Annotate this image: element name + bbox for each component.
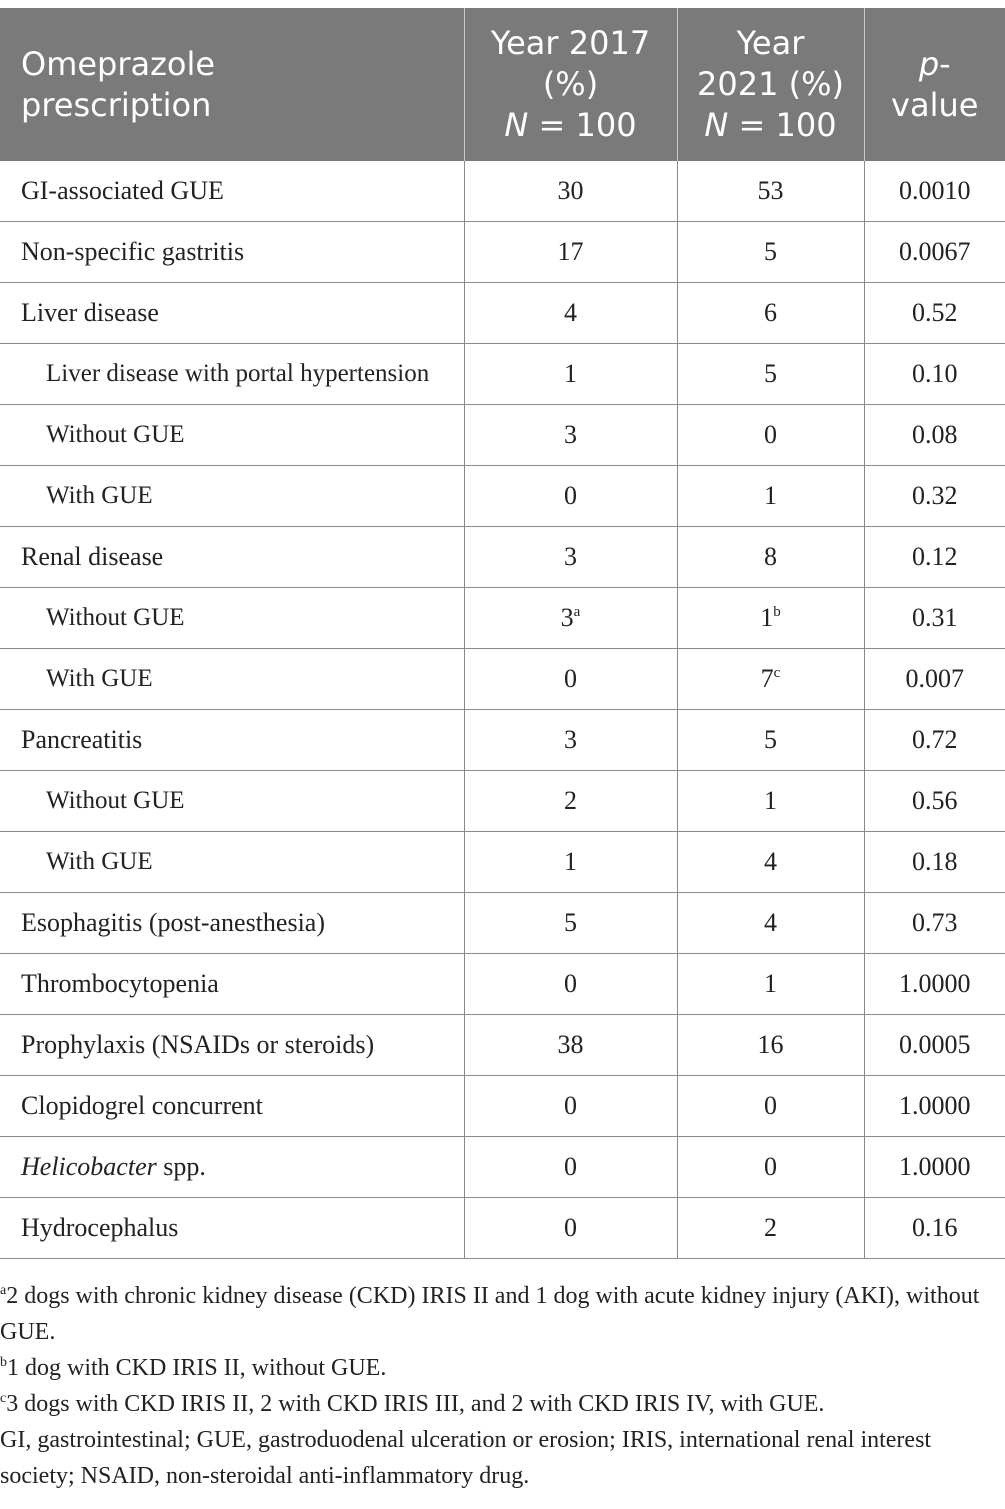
cell-2021: 6 <box>677 283 864 344</box>
table-row <box>0 1015 1005 1076</box>
cell-2017: 2 <box>464 771 677 832</box>
cell-2021 <box>677 588 864 649</box>
cell-2021: 2 <box>677 1198 864 1259</box>
header-year-2017 <box>464 8 677 161</box>
table-row <box>0 954 1005 1015</box>
cell-p-value: 0.16 <box>864 1198 1005 1259</box>
cell-2021: 5 <box>677 710 864 771</box>
header-row <box>0 8 1005 161</box>
cell-p-value: 0.12 <box>864 527 1005 588</box>
header-2021-n-value: = 100 <box>738 106 837 144</box>
header-2021-n <box>686 105 856 146</box>
row-label: Hydrocephalus <box>0 1198 464 1259</box>
table-row <box>0 771 1005 832</box>
footnote-b <box>0 1350 1000 1386</box>
footnote-b-text: 1 dog with CKD IRIS II, without GUE. <box>7 1355 387 1381</box>
header-2017-n-value: = 100 <box>538 106 637 144</box>
table-row <box>0 405 1005 466</box>
cell-2021: 1 <box>677 466 864 527</box>
table-row <box>0 893 1005 954</box>
footnote-a-text: 2 dogs with chronic kidney disease (CKD) IRIS II and 1 dog with acute kidney injury (AKI), without GUE. <box>0 1283 980 1345</box>
table-row <box>0 649 1005 710</box>
cell-p-value: 0.56 <box>864 771 1005 832</box>
cell-p-value: 0.32 <box>864 466 1005 527</box>
row-label <box>0 1137 464 1198</box>
cell-2017: 5 <box>464 893 677 954</box>
header-p-line2: value <box>891 85 979 124</box>
cell-2021: 1 <box>677 954 864 1015</box>
row-label: Non-specific gastritis <box>0 222 464 283</box>
footnote-a <box>0 1278 1000 1350</box>
header-2017-n <box>473 105 669 146</box>
cell-2017: 3 <box>464 405 677 466</box>
cell-2017: 0 <box>464 649 677 710</box>
header-year-2021 <box>677 8 864 161</box>
footnote-c-mark: c <box>0 1391 7 1406</box>
header-p-line1 <box>873 44 998 85</box>
row-label: GI-associated GUE <box>0 161 464 222</box>
header-prescription-line1: Omeprazole <box>21 44 216 83</box>
header-2017-n-label: N <box>504 106 529 144</box>
cell-2017: 1 <box>464 344 677 405</box>
cell-2021: 5 <box>677 222 864 283</box>
cell-2017: 3 <box>464 710 677 771</box>
row-label: Thrombocytopenia <box>0 954 464 1015</box>
cell-2021: 8 <box>677 527 864 588</box>
row-label: Pancreatitis <box>0 710 464 771</box>
table-row <box>0 222 1005 283</box>
row-label: Without GUE <box>0 405 464 466</box>
row-label: Esophagitis (post-anesthesia) <box>0 893 464 954</box>
footnote-c <box>0 1386 1000 1422</box>
cell-p-value: 0.08 <box>864 405 1005 466</box>
cell-2021: 0 <box>677 1137 864 1198</box>
footnote-abbreviations: GI, gastrointestinal; GUE, gastroduodenal ulceration or erosion; IRIS, international renal interest society; NSAID, non-steroidal anti-inflammatory drug. <box>0 1427 932 1489</box>
cell-p-value: 0.18 <box>864 832 1005 893</box>
table-row <box>0 344 1005 405</box>
table-row <box>0 161 1005 222</box>
cell-2021-value: 7 <box>760 664 774 693</box>
cell-2021 <box>677 649 864 710</box>
cell-2017: 4 <box>464 283 677 344</box>
cell-2021: 4 <box>677 893 864 954</box>
cell-p-value: 0.0005 <box>864 1015 1005 1076</box>
cell-2017: 3 <box>464 527 677 588</box>
table-row <box>0 1137 1005 1198</box>
header-p-italic: p <box>918 44 940 83</box>
header-prescription-line2: prescription <box>21 85 212 124</box>
table-row <box>0 588 1005 649</box>
table-row <box>0 466 1005 527</box>
footnote-mark-a: a <box>573 604 581 620</box>
row-label-italic: Helicobacter <box>21 1152 157 1181</box>
table-footnotes <box>0 1278 1000 1494</box>
footnote-mark-b: b <box>773 604 781 620</box>
footnote-a-mark: a <box>0 1283 7 1298</box>
cell-2017: 1 <box>464 832 677 893</box>
header-p-dash: - <box>939 44 951 83</box>
header-2017-line1: Year 2017 <box>490 24 651 62</box>
row-label: With GUE <box>0 466 464 527</box>
table-row <box>0 1076 1005 1137</box>
cell-2017: 17 <box>464 222 677 283</box>
cell-2017: 0 <box>464 1198 677 1259</box>
cell-p-value: 0.007 <box>864 649 1005 710</box>
cell-p-value: 0.52 <box>864 283 1005 344</box>
header-prescription <box>0 8 464 161</box>
row-label: With GUE <box>0 649 464 710</box>
cell-2017-value: 3 <box>560 603 574 632</box>
cell-2017: 38 <box>464 1015 677 1076</box>
cell-p-value: 0.10 <box>864 344 1005 405</box>
cell-2021: 16 <box>677 1015 864 1076</box>
header-p-value <box>864 8 1005 161</box>
cell-p-value: 1.0000 <box>864 1076 1005 1137</box>
cell-p-value: 1.0000 <box>864 954 1005 1015</box>
cell-p-value: 0.0010 <box>864 161 1005 222</box>
cell-p-value: 0.31 <box>864 588 1005 649</box>
row-label: Renal disease <box>0 527 464 588</box>
header-2017-line2: (%) <box>542 65 599 103</box>
footnote-c-text: 3 dogs with CKD IRIS II, 2 with CKD IRIS III, and 2 with CKD IRIS IV, with GUE. <box>6 1391 825 1417</box>
cell-2021: 1 <box>677 771 864 832</box>
cell-2021: 0 <box>677 405 864 466</box>
cell-2021: 4 <box>677 832 864 893</box>
row-label: Liver disease with portal hypertension <box>0 344 464 405</box>
omeprazole-table <box>0 8 1005 1259</box>
cell-2017 <box>464 588 677 649</box>
table-row <box>0 710 1005 771</box>
cell-2021: 0 <box>677 1076 864 1137</box>
cell-2017: 30 <box>464 161 677 222</box>
row-label: With GUE <box>0 832 464 893</box>
cell-2017: 0 <box>464 954 677 1015</box>
row-label: Liver disease <box>0 283 464 344</box>
cell-p-value: 0.72 <box>864 710 1005 771</box>
cell-2017: 0 <box>464 1137 677 1198</box>
table-row <box>0 527 1005 588</box>
cell-2017: 0 <box>464 1076 677 1137</box>
cell-p-value: 0.73 <box>864 893 1005 954</box>
row-label-rest: spp. <box>156 1152 206 1181</box>
table-row <box>0 1198 1005 1259</box>
cell-2017: 0 <box>464 466 677 527</box>
header-2021-n-label: N <box>704 106 729 144</box>
row-label: Without GUE <box>0 771 464 832</box>
cell-2021: 5 <box>677 344 864 405</box>
row-label: Prophylaxis (NSAIDs or steroids) <box>0 1015 464 1076</box>
cell-2021-value: 1 <box>760 603 774 632</box>
header-2021-line2: 2021 (%) <box>697 65 844 103</box>
table-row <box>0 283 1005 344</box>
cell-p-value: 1.0000 <box>864 1137 1005 1198</box>
cell-2021: 53 <box>677 161 864 222</box>
table-row <box>0 832 1005 893</box>
footnote-mark-c: c <box>773 665 781 681</box>
header-2021-line1: Year <box>736 24 805 62</box>
cell-p-value: 0.0067 <box>864 222 1005 283</box>
row-label: Clopidogrel concurrent <box>0 1076 464 1137</box>
footnote-b-mark: b <box>0 1355 7 1370</box>
row-label: Without GUE <box>0 588 464 649</box>
